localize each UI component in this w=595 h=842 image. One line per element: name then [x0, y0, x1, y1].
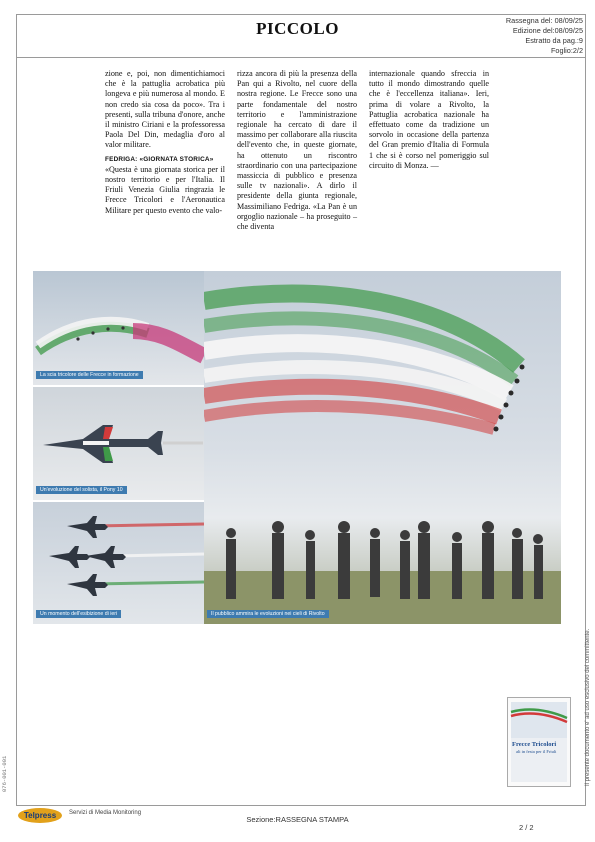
crowd-tricolour-illustration [204, 271, 561, 624]
photo-caption: Un'evoluzione del solista, il Pony 10 [36, 486, 127, 494]
clipping-meta [506, 16, 583, 56]
photo-caption: La scia tricolore delle Frecce in formazione [36, 371, 143, 379]
article-column-2 [237, 69, 357, 232]
article-paragraph: internazionale quando sfreccia in tutto il mondo dimostrando quelle che è l'eccellenza italiana». Ieri, prima di volare a Rivolto, la Pattuglia acrobatica nazionale ha effettuato come da tradizione un sorvolo in occasione della partenza del Gran premio d'Italia di Formula 1 che si è corso nel pomeriggio sul circuito di Monza. — [369, 69, 489, 170]
article-paragraph: «Questa è una giornata storica per il nostro territorio e per l'Italia. Il Friuli Venezia Giulia ringrazia le Frecce Tricolori e l'Aeronautica Militare per questo evento che valo- [105, 164, 225, 215]
jet-illustration [33, 387, 204, 500]
photo-solo-jet [33, 387, 204, 500]
photo-caption: Il pubblico ammira le evoluzioni nei cieli di Rivolto [207, 610, 329, 618]
header-rule [16, 57, 586, 58]
rassegna-date: Rassegna del: 08/09/25 [505, 16, 583, 25]
disclaimer-text: Il presente documento e' ad uso esclusivo del committente. [585, 628, 591, 786]
article-column-3 [369, 69, 489, 171]
document-code: 076-001-001 [1, 755, 8, 792]
jets-smoke-illustration [33, 502, 204, 624]
page-thumbnail [507, 697, 571, 787]
photo-caption: Un momento dell'esibizione di ieri [36, 610, 121, 618]
edition-date: Edizione del:08/09/25 [512, 26, 583, 35]
thumbnail-subtitle: ali in festa per il Friuli [516, 749, 557, 754]
telpress-logo: Telpress [18, 808, 62, 823]
photo-crowd-tricolour [204, 271, 561, 624]
photo-formation [33, 271, 204, 385]
page-extract: Estratto da pag.:9 [525, 36, 583, 45]
article-subhead: FEDRIGA: «GIORNATA STORICA» [105, 155, 214, 163]
footer-section: Sezione:RASSEGNA STAMPA [246, 815, 349, 824]
article-paragraph: zione e, poi, non dimentichiamoci che è la pattuglia acrobatica più longeva e più numerosa al mondo. E non credo sia cosa da poco». Tra i presenti, sulla tribuna d'onore, anche il ministro Ciriani e la professoressa Paola Del Din, medaglia d'oro al valor militare. [105, 69, 225, 150]
photo-jets-display [33, 502, 204, 624]
article-paragraph: rizza ancora di più la presenza della Pan qui a Rivolto, nel cuore della nostra regione. Le Frecce sono una parte fondamentale del nostro territorio e l'amministrazione regionale ha cercato di dare il massimo per collaborare alla riuscita dell'evento che, in queste giornate, ha ottenuto un riscontro straordinario con una partecipazione massiccia di pubblico e presenza sulle tv nazionali». A dirlo il presidente della giunta regionale, Massimiliano Fedriga. «La Pan è un orgoglio nazionale – ha proseguito – che diventa [237, 69, 357, 232]
article-column-1 [105, 69, 225, 216]
thumbnail-title: Frecce Tricolori [512, 741, 557, 748]
footer-tagline: Servizi di Media Monitoring [69, 810, 142, 816]
sheet-number: Foglio:2/2 [550, 46, 583, 55]
footer-page-number: 2 / 2 [519, 823, 534, 832]
formation-smoke-illustration [33, 271, 204, 385]
newspaper-masthead: PICCOLO [256, 19, 339, 38]
